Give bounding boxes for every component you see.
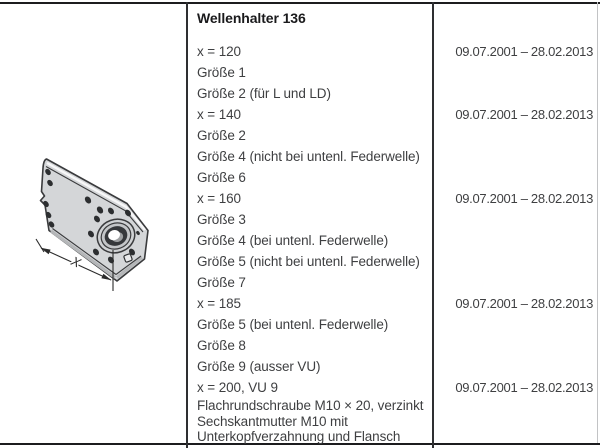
row-label: Größe 6: [197, 170, 246, 185]
table-row: [197, 83, 598, 104]
table-row: [197, 398, 598, 414]
table-row: [197, 429, 598, 445]
table-row: [197, 146, 598, 167]
table-row: [197, 41, 598, 62]
row-date: 09.07.2001 – 28.02.2013: [455, 107, 593, 122]
plate-illustration: [41, 159, 149, 281]
row-label: x = 120: [197, 44, 241, 59]
row-label: Größe 9 (ausser VU): [197, 359, 321, 374]
table-row: [197, 209, 598, 230]
table-row: [197, 314, 598, 335]
table-row: [197, 293, 598, 314]
dimension-label: X: [68, 253, 84, 271]
table-row: [197, 104, 598, 125]
table-row: [197, 414, 598, 430]
wellenhalter-drawing: [0, 138, 186, 306]
table-row: [197, 356, 598, 377]
table-row: [197, 167, 598, 188]
table-row: [197, 62, 598, 83]
table-row: [197, 125, 598, 146]
table-row: [197, 272, 598, 293]
row-label: Größe 7: [197, 275, 246, 290]
row-label: Flachrundschraube M10 × 20, verzinkt: [197, 398, 424, 413]
row-label: Sechskantmutter M10 mit: [197, 413, 348, 429]
column-divider-left: [186, 2, 188, 448]
row-label: x = 185: [197, 296, 241, 311]
row-date: 09.07.2001 – 28.02.2013: [455, 296, 593, 311]
square-hole: [124, 254, 133, 263]
row-date: 09.07.2001 – 28.02.2013: [455, 44, 593, 59]
row-label: Größe 8: [197, 338, 246, 353]
row-label: Größe 4 (bei untenl. Federwelle): [197, 233, 389, 248]
table-row: [197, 335, 598, 356]
row-label: Größe 2 (für L und LD): [197, 86, 331, 101]
table-row: [197, 188, 598, 209]
table-top-border: [0, 2, 600, 4]
row-label: Größe 3: [197, 212, 246, 227]
row-date: 09.07.2001 – 28.02.2013: [455, 380, 593, 395]
row-label: Größe 2: [197, 128, 246, 143]
row-label: Größe 5 (bei untenl. Federwelle): [197, 317, 389, 332]
table-row: [197, 251, 598, 272]
row-label: x = 160: [197, 191, 241, 206]
row-date: 09.07.2001 – 28.02.2013: [455, 191, 593, 206]
row-label: x = 200, VU 9: [197, 380, 278, 395]
page-title: Wellenhalter 136: [197, 10, 306, 26]
table-row: [197, 230, 598, 251]
row-label: Unterkopfverzahnung und Flansch: [197, 429, 401, 444]
row-label: Größe 4 (nicht bei untenl. Federwelle): [197, 149, 420, 164]
row-label: Größe 5 (nicht bei untenl. Federwelle): [197, 254, 420, 269]
table-row: [197, 377, 598, 398]
row-label: Größe 1: [197, 65, 246, 80]
spec-table: [197, 41, 598, 445]
row-label: x = 140: [197, 107, 241, 122]
